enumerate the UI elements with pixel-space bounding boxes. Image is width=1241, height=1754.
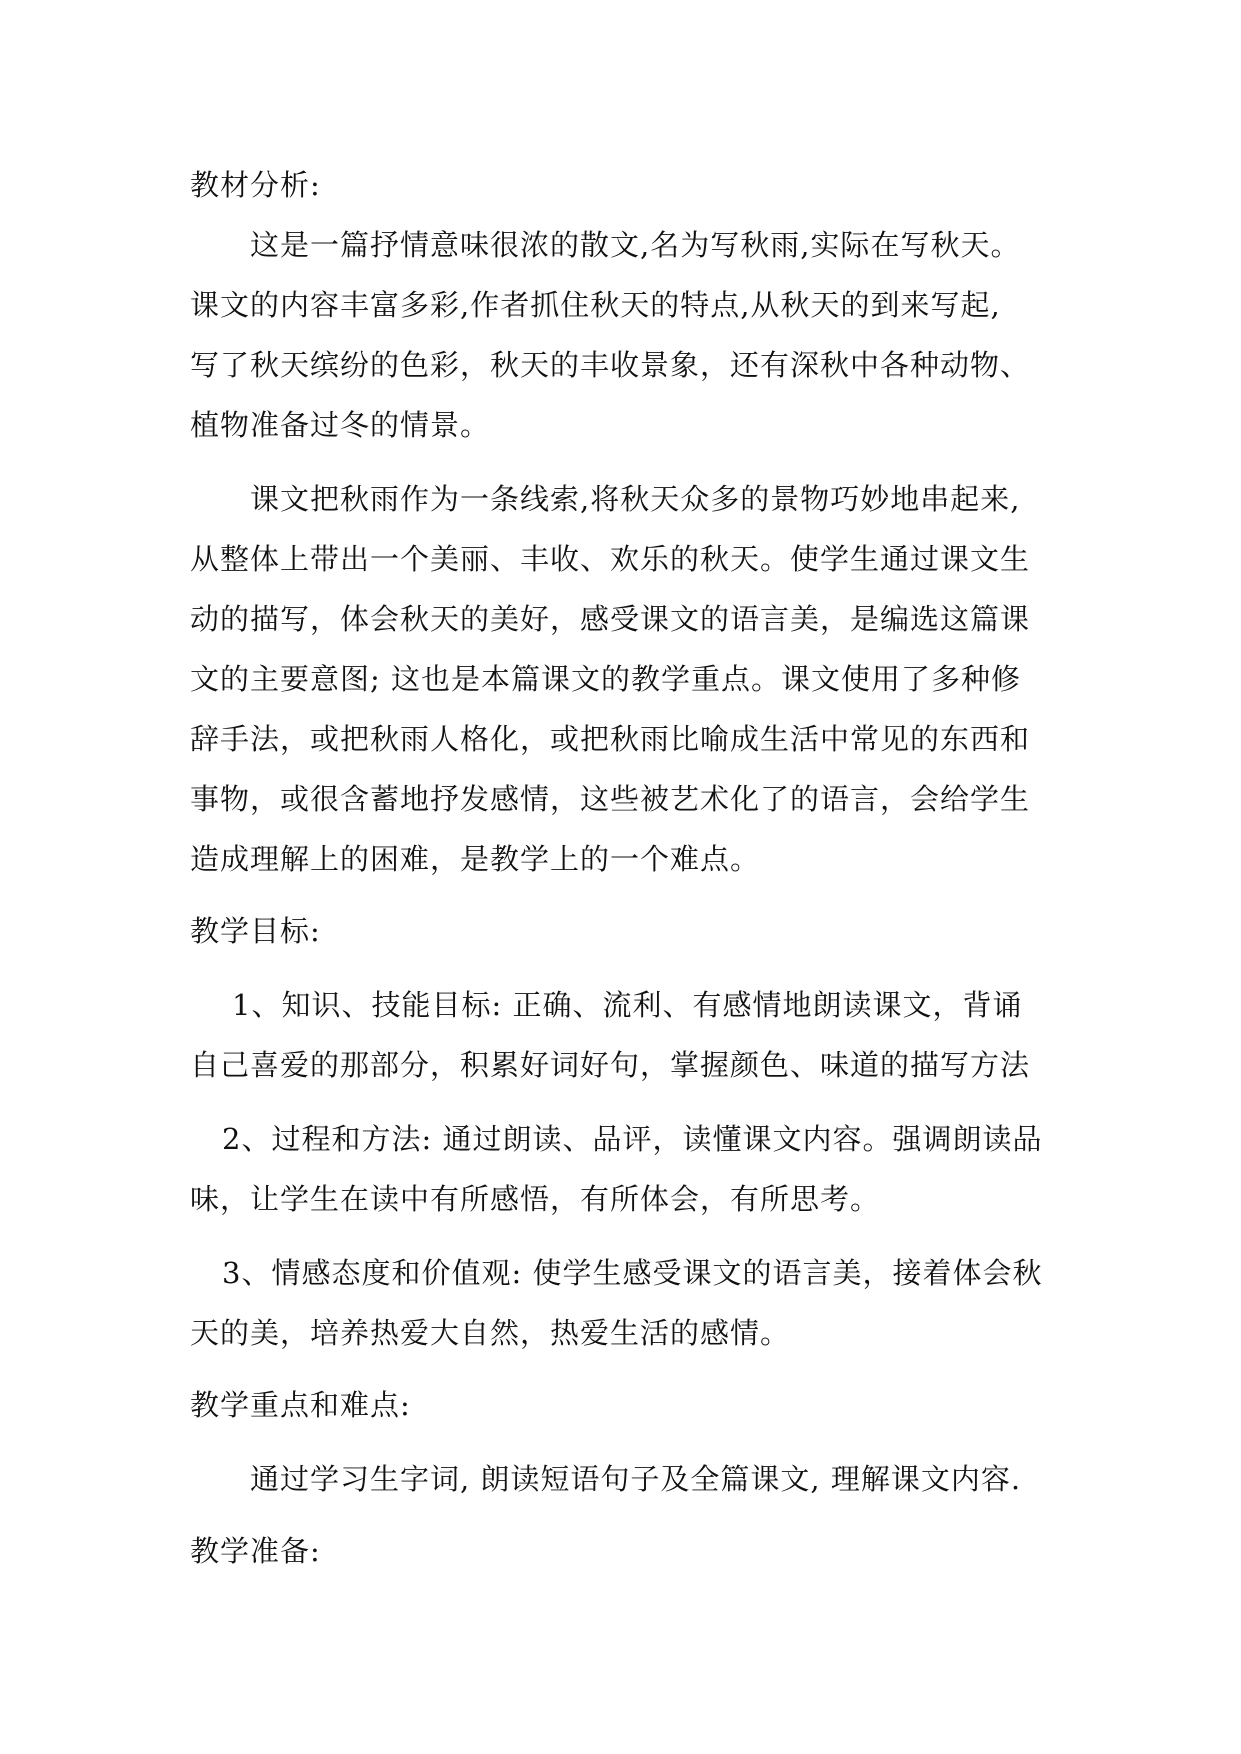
paragraph-line: 通过学习生字词, 朗读短语句子及全篇课文, 理解课文内容. — [250, 1462, 1022, 1496]
paragraph-line: 事物，或很含蓄地抒发感情，这些被艺术化了的语言，会给学生 — [190, 782, 1031, 816]
paragraph-line: 天的美，培养热爱大自然，热爱生活的感情。 — [190, 1316, 791, 1350]
heading-key-points: 教学重点和难点: — [190, 1388, 411, 1422]
paragraph-line: 写了秋天缤纷的色彩，秋天的丰收景象，还有深秋中各种动物、 — [190, 348, 1031, 382]
heading-teaching-goals: 教学目标: — [190, 914, 321, 948]
paragraph-line: 从整体上带出一个美丽、丰收、欢乐的秋天。使学生通过课文生 — [190, 542, 1031, 576]
paragraph-line: 自己喜爱的那部分，积累好词好句，掌握颜色、味道的描写方法 — [190, 1048, 1031, 1082]
goal-item-3: 3、情感态度和价值观: 使学生感受课文的语言美，接着体会秋 — [222, 1256, 1043, 1290]
paragraph-line: 这是一篇抒情意味很浓的散文,名为写秋雨,实际在写秋天。 — [250, 228, 1021, 262]
paragraph-line: 植物准备过冬的情景。 — [190, 408, 491, 442]
heading-textbook-analysis: 教材分析: — [190, 168, 321, 202]
heading-preparation: 教学准备: — [190, 1534, 321, 1568]
paragraph-line: 课文的内容丰富多彩,作者抓住秋天的特点,从秋天的到来写起, — [190, 288, 1001, 322]
paragraph-line: 味，让学生在读中有所感悟，有所体会，有所思考。 — [190, 1182, 881, 1216]
goal-item-1: 1、知识、技能目标: 正确、流利、有感情地朗读课文，背诵 — [232, 988, 1023, 1022]
goal-item-2: 2、过程和方法: 通过朗读、品评，读懂课文内容。强调朗读品 — [222, 1122, 1043, 1156]
paragraph-line: 文的主要意图; 这也是本篇课文的教学重点。课文使用了多种修 — [190, 662, 1021, 696]
paragraph-line: 造成理解上的困难，是教学上的一个难点。 — [190, 842, 761, 876]
paragraph-line: 辞手法，或把秋雨人格化，或把秋雨比喻成生活中常见的东西和 — [190, 722, 1031, 756]
paragraph-line: 课文把秋雨作为一条线索,将秋天众多的景物巧妙地串起来, — [250, 482, 1021, 516]
paragraph-line: 动的描写，体会秋天的美好，感受课文的语言美，是编选这篇课 — [190, 602, 1031, 636]
